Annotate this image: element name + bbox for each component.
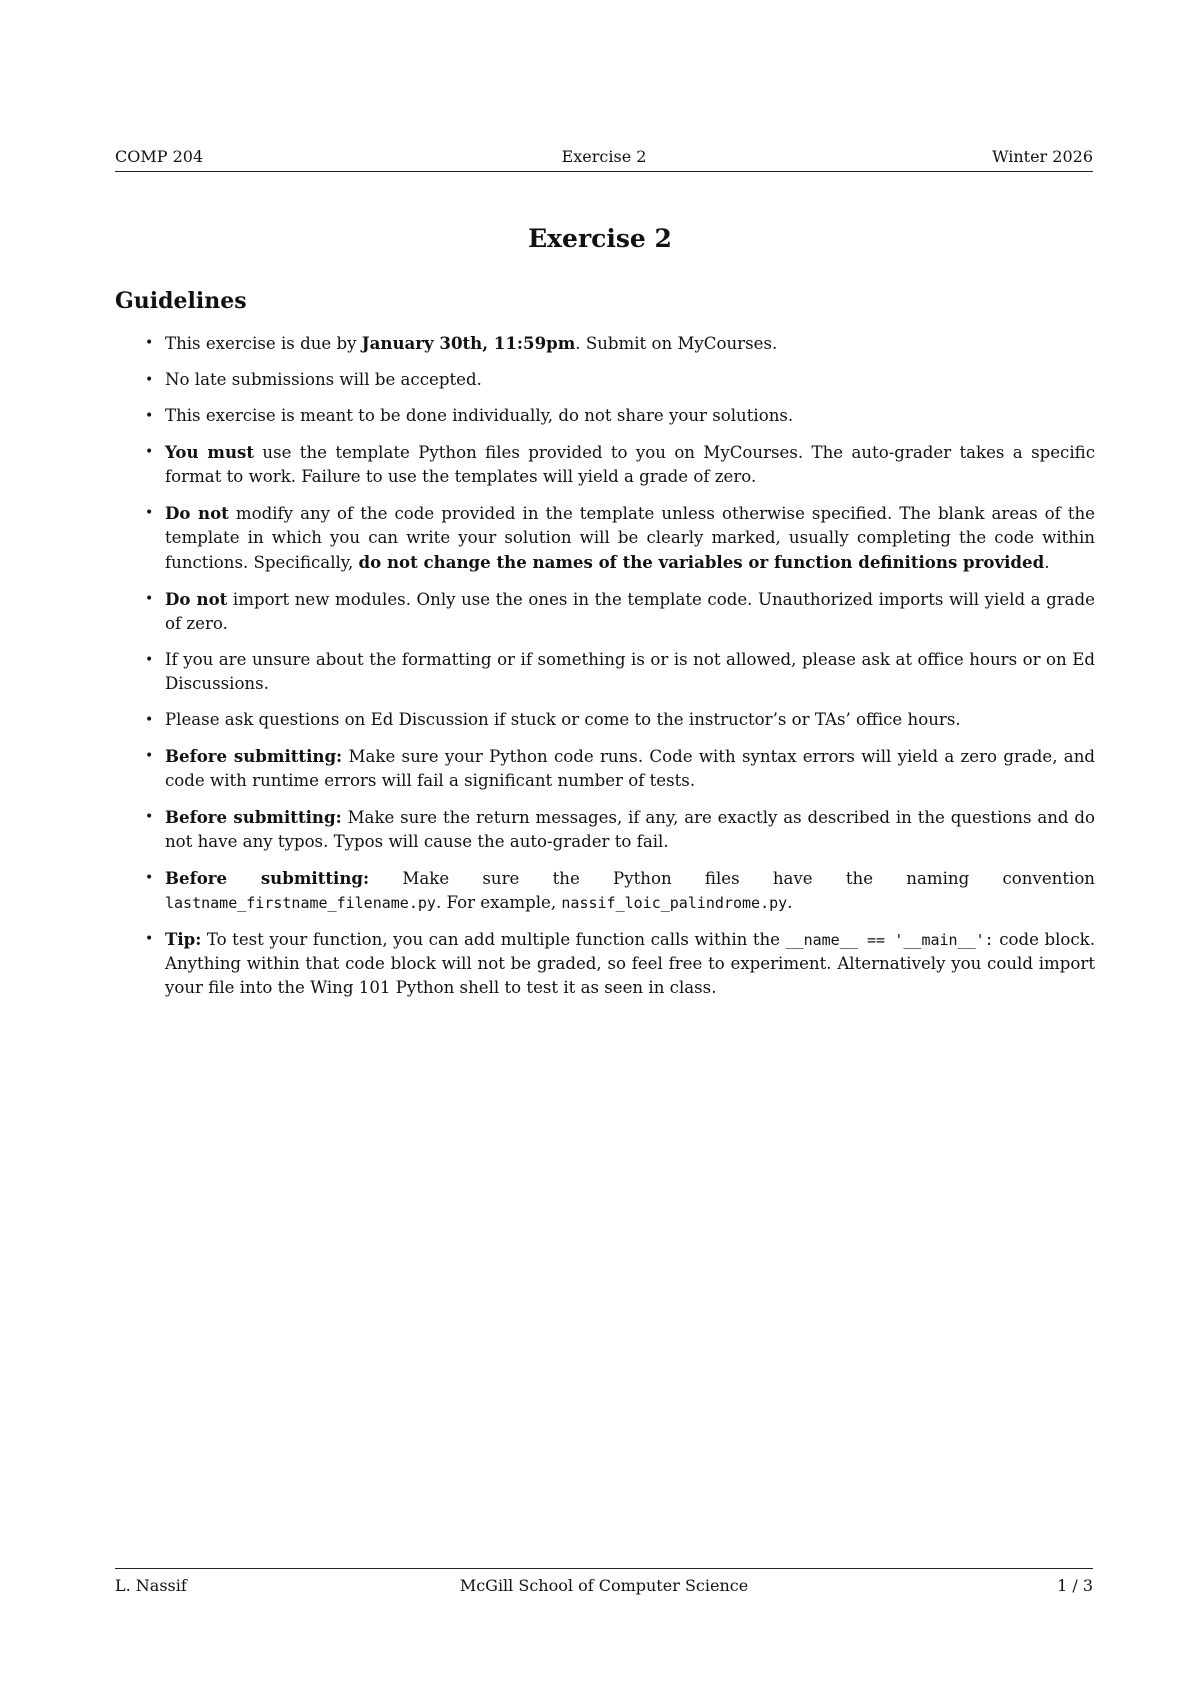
guideline-text: modify any of the code provided in the template unless otherwise specified. The blank areas of the template in which you can write your solution will be clearly marked, usually completing the code within functions. Specifically, [165, 504, 1095, 572]
bullet-icon: • [145, 712, 154, 728]
guideline-bold: Do not [165, 503, 229, 523]
guideline-text: If you are unsure about the formatting or if something is or is not allowed, please ask at office hours or on Ed Discussions. [165, 650, 1095, 693]
page-number: 1 / 3 [1057, 1576, 1093, 1595]
guideline-bold: You must [165, 442, 255, 462]
main-guard-code: __name__ == '__main__': [785, 931, 994, 949]
guideline-text: This exercise is due by [165, 334, 362, 353]
institution-name: McGill School of Computer Science [459, 1576, 749, 1595]
bullet-icon: • [145, 335, 154, 351]
guideline-item [115, 648, 1095, 696]
page-header [115, 148, 1093, 172]
guideline-text: Make sure your Python code runs. Code with syntax errors will yield a zero grade, and code with runtime errors will fail a significant number of tests. [165, 747, 1096, 790]
guideline-text: code block. Anything within that code block will not be graded, so feel free to experiment. Alternatively you could import your file into the Wing 101 Python shell to test it as seen in class. [165, 930, 1095, 997]
bullet-icon: • [145, 591, 154, 607]
guideline-item [115, 927, 1095, 1000]
guideline-text: import new modules. Only use the ones in the template code. Unauthorized imports will yield a grade of zero. [165, 590, 1095, 633]
bullet-icon: • [145, 444, 154, 460]
guideline-bold: Before submitting: [165, 868, 370, 888]
guideline-text: . [787, 893, 793, 912]
guideline-item [115, 708, 1095, 732]
guideline-bold: January 30th, 11:59pm [361, 333, 576, 353]
author-name: L. Nassif [115, 1576, 187, 1595]
guideline-text: No late submissions will be accepted. [165, 370, 482, 389]
guideline-item [115, 404, 1095, 428]
guideline-text: . Submit on MyCourses. [575, 334, 778, 353]
term-label: Winter 2026 [992, 147, 1093, 166]
bullet-icon: • [145, 408, 154, 424]
guideline-item [115, 440, 1095, 489]
course-code: COMP 204 [115, 147, 204, 166]
guidelines-list [115, 331, 1095, 1012]
guideline-item [115, 587, 1095, 636]
guideline-bold: do not change the names of the variables or function definitions provided [358, 552, 1045, 572]
bullet-icon: • [145, 372, 154, 388]
guideline-item [115, 368, 1095, 392]
document-title: Exercise 2 [528, 224, 672, 253]
bullet-icon: • [145, 505, 154, 521]
bullet-icon: • [145, 931, 154, 947]
guideline-bold: Before submitting: [165, 746, 343, 766]
filename-example-code: nassif_loic_palindrome.py [561, 894, 788, 912]
guideline-item [115, 331, 1095, 356]
guideline-item [115, 501, 1095, 575]
section-heading-guidelines: Guidelines [115, 288, 247, 314]
filename-convention-code: lastname_firstname_filename.py [165, 894, 436, 912]
bullet-icon: • [145, 652, 154, 668]
guideline-text: Please ask questions on Ed Discussion if stuck or come to the instructor’s or TAs’ office hours. [165, 710, 961, 729]
guideline-item [115, 744, 1095, 793]
guideline-item [115, 805, 1095, 854]
guideline-text: This exercise is meant to be done individually, do not share your solutions. [165, 406, 794, 425]
guideline-item [115, 866, 1095, 915]
guideline-text: . For example, [435, 893, 562, 912]
guideline-bold: Before submitting: [165, 807, 342, 827]
guideline-bold: Tip: [165, 929, 202, 949]
guideline-text: Make sure the return messages, if any, are exactly as described in the questions and do not have any typos. Typos will cause the auto-grader to fail. [165, 808, 1095, 851]
guideline-text: . [1044, 553, 1050, 572]
guideline-bold: Do not [165, 589, 228, 609]
guideline-text: To test your function, you can add multiple function calls within the [201, 930, 786, 949]
bullet-icon: • [145, 870, 154, 886]
guideline-text: use the template Python files provided to you on MyCourses. The auto-grader takes a specific format to work. Failure to use the templates will yield a grade of zero. [165, 443, 1095, 486]
header-exercise-label: Exercise 2 [561, 147, 647, 166]
guideline-text: Make sure the Python files have the naming convention [369, 869, 1095, 888]
page-footer [115, 1568, 1093, 1598]
bullet-icon: • [145, 809, 154, 825]
bullet-icon: • [145, 748, 154, 764]
